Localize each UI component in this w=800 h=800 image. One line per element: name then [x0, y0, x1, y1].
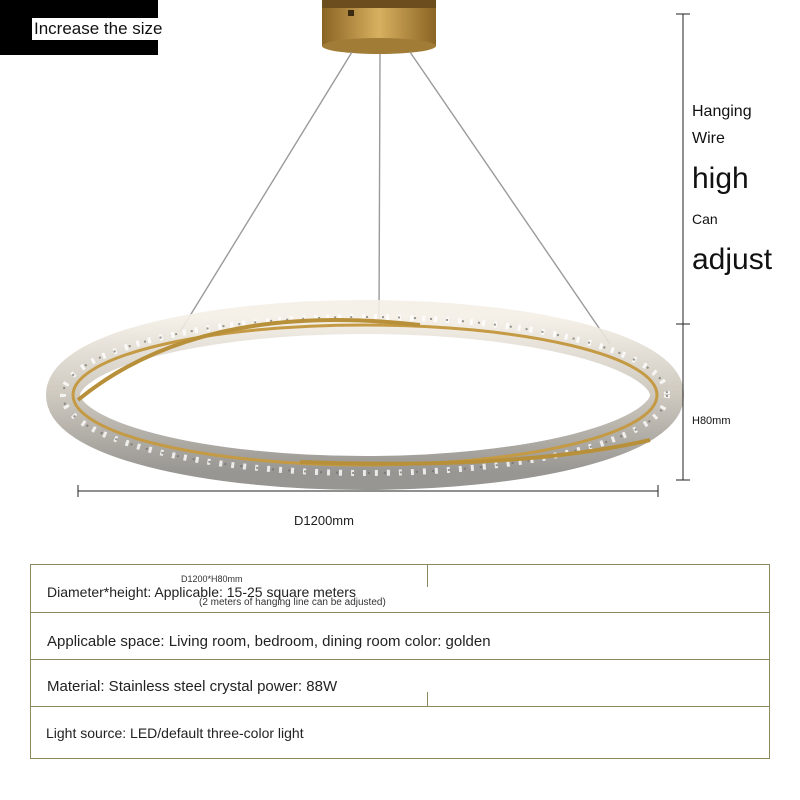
spec-row-space: [31, 613, 769, 660]
hanging-line-note: (2 meters of hanging line can be adjusted): [199, 597, 386, 608]
row-divider: [427, 565, 428, 587]
spec-row-light: [31, 707, 769, 758]
hanging-wires: [180, 52, 610, 344]
diameter-dimension-label: D1200mm: [294, 513, 354, 528]
size-banner-text: Increase the size: [34, 19, 163, 38]
dimension-small-text: D1200*H80mm: [181, 574, 243, 584]
ceiling-canopy: [322, 0, 436, 54]
high-label: high: [692, 162, 749, 195]
can-label: Can: [692, 211, 718, 227]
hanging-label: Hanging: [692, 103, 752, 120]
spec-material-text: Material: Stainless steel crystal power: 88W: [47, 678, 338, 695]
wire-label: Wire: [692, 130, 725, 147]
specification-table: [30, 564, 770, 759]
spec-dimensions-text: Diameter*height: Applicable: 15-25 square meters: [47, 584, 356, 600]
spec-row-dimensions: [31, 565, 769, 613]
adjust-label: adjust: [692, 243, 773, 276]
row-divider: [427, 692, 428, 707]
spec-space-text: Applicable space: Living room, bedroom, dining room color: golden: [47, 633, 491, 650]
spec-row-material: [31, 660, 769, 707]
crystal-ring: [63, 317, 667, 473]
height-dimension-label: H80mm: [692, 415, 731, 427]
spec-light-text: Light source: LED/default three-color light: [46, 725, 304, 741]
